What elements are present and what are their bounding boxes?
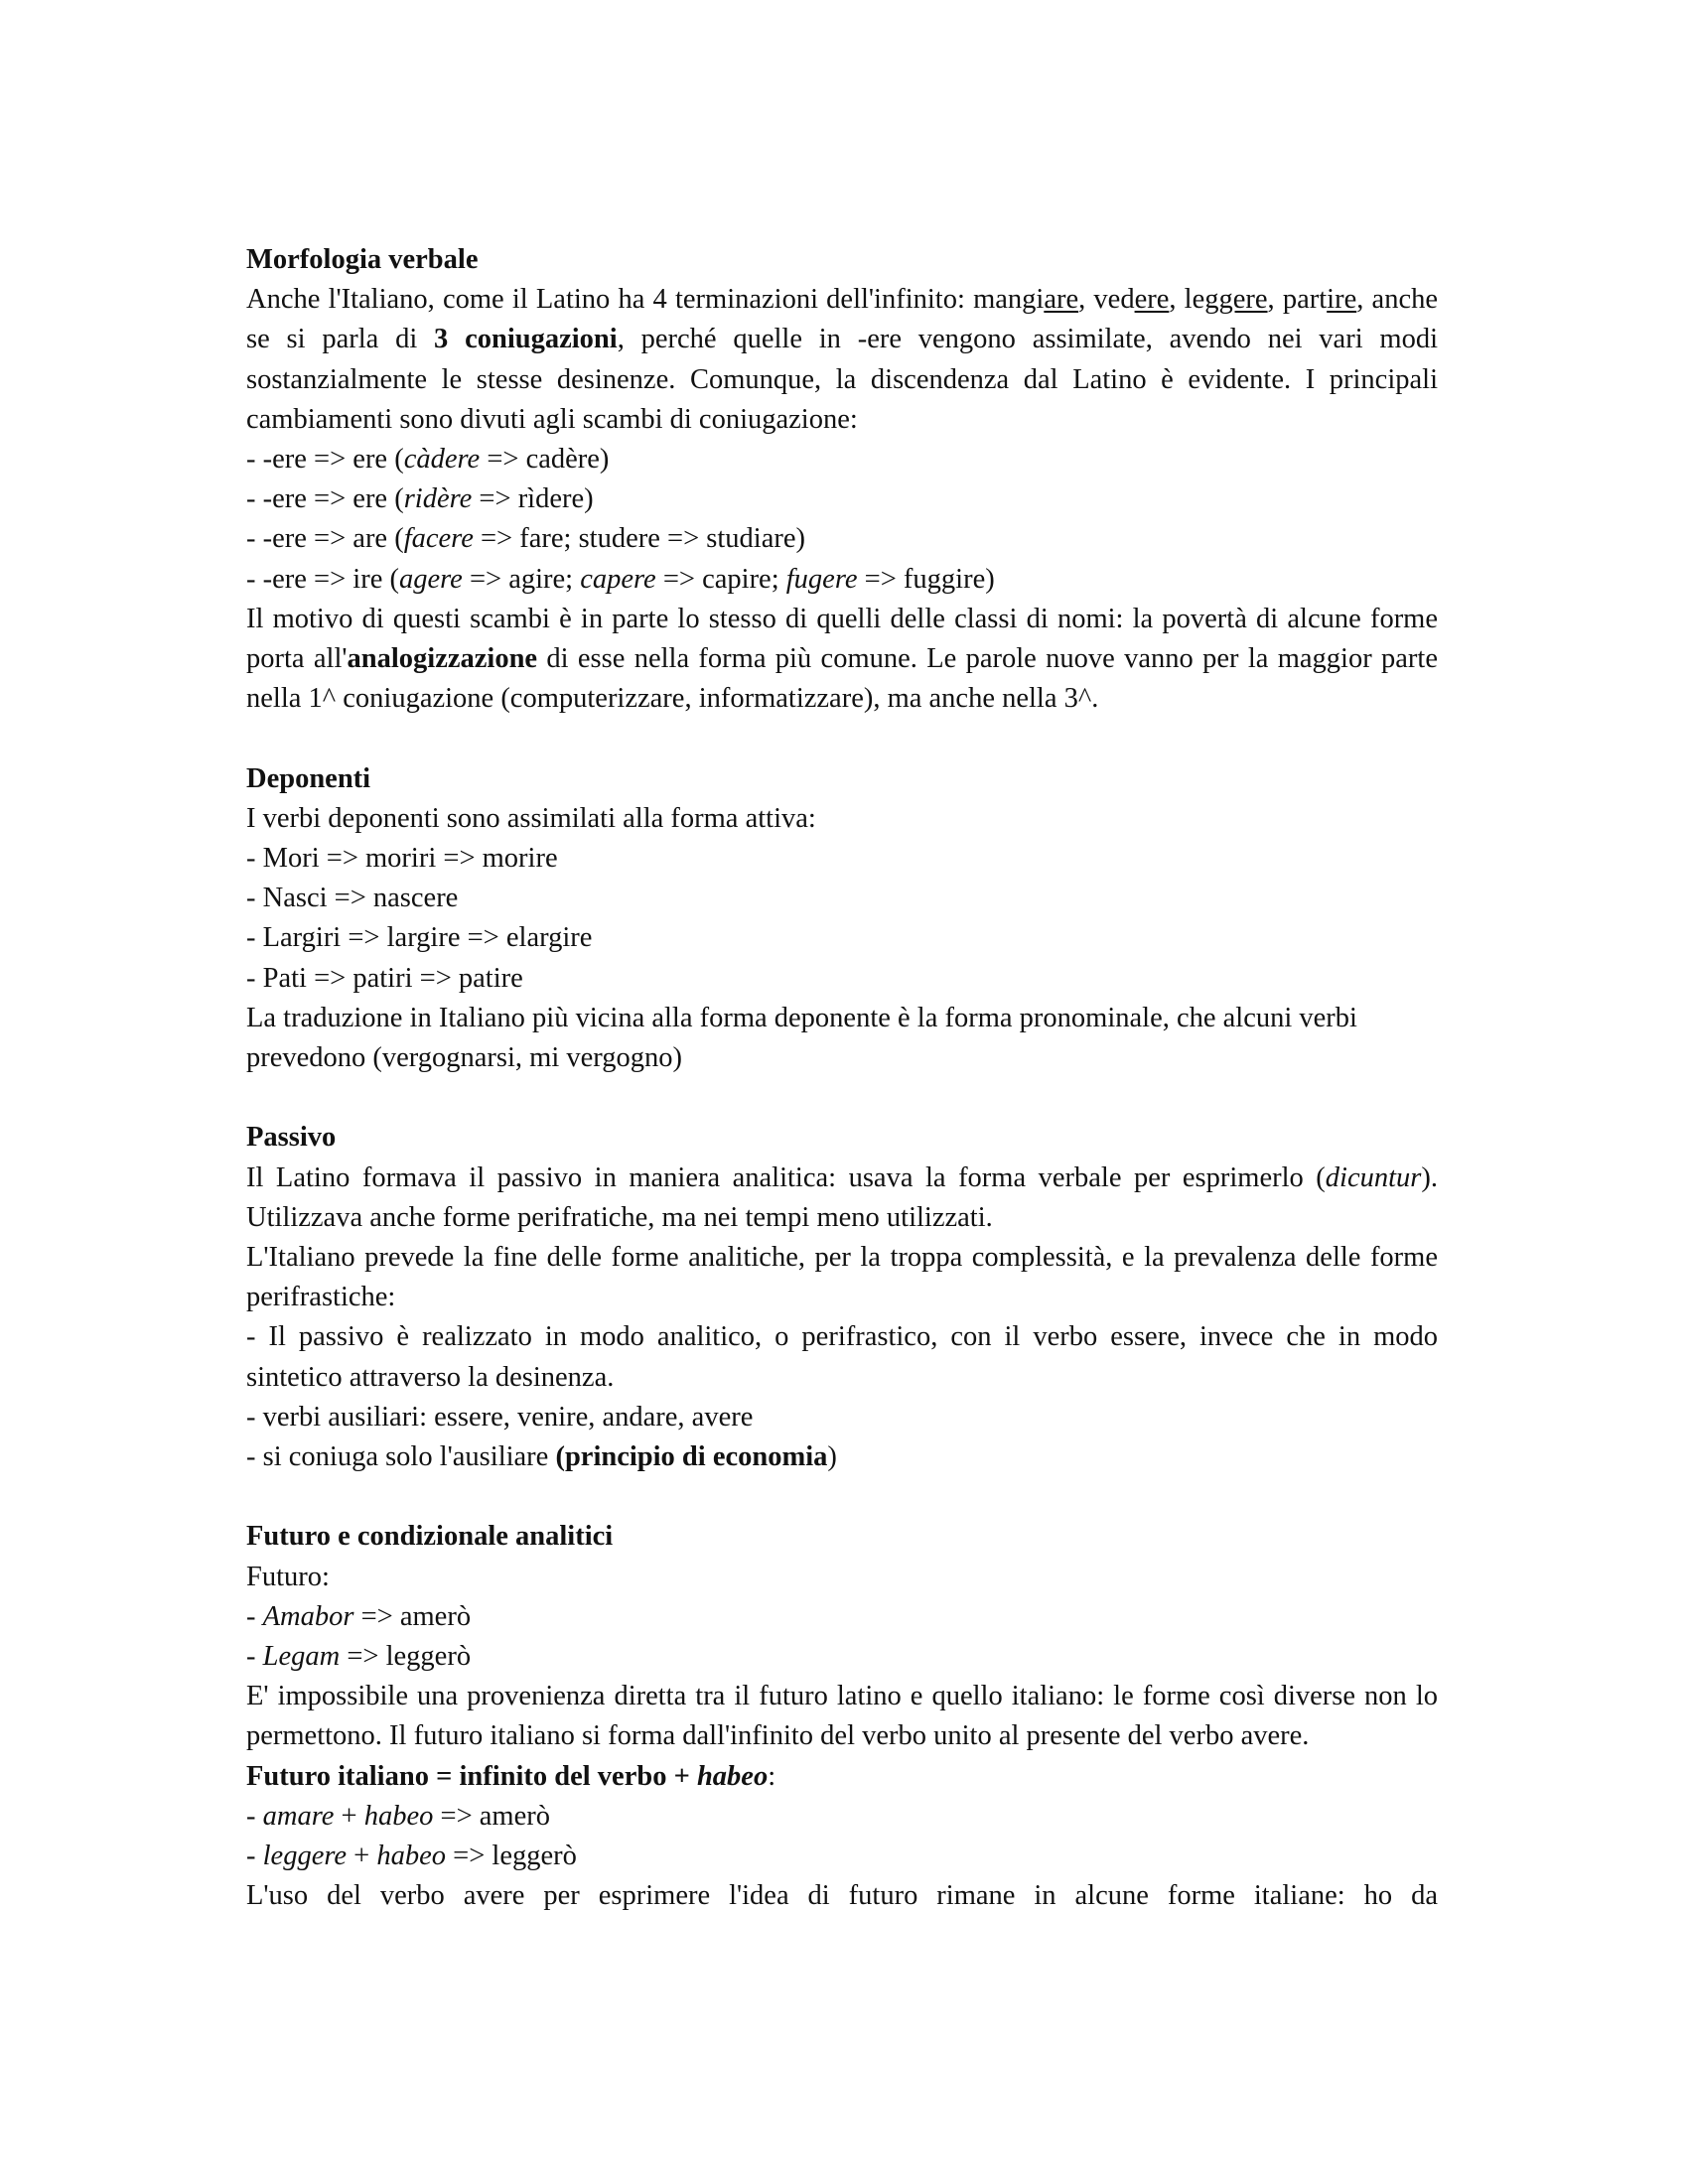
list-item: - Il passivo è realizzato in modo analitico, o perifrastico, con il verbo essere, invece che in modo sintetico attraverso la desinenza.: [246, 1321, 1438, 1393]
section-title: Passivo: [246, 1122, 337, 1154]
list-item: - Mori => moriri => morire: [246, 843, 558, 875]
paragraph-latino: Il Latino formava il passivo in maniera analitica: usava la forma verbale per esprimerlo (dicuntur). Utilizzava anche forme perifratiche, ma nei tempi meno utilizzati.: [246, 1161, 1438, 1233]
list-item: - Largiri => largire => elargire: [246, 922, 593, 954]
list-item: - amare + habeo => amerò: [246, 1800, 550, 1832]
paragraph-avere: L'uso del verbo avere per esprimere l'idea di futuro rimane in alcune forme italiane: ho da: [246, 1880, 1438, 1912]
list-item: - Pati => patiri => patire: [246, 962, 523, 994]
document-page: [246, 240, 1438, 1916]
list-item: - Legam => leggerò: [246, 1641, 472, 1673]
list-item: - -ere => ere (càdere => cadère): [246, 444, 610, 476]
section-title: Futuro e condizionale analitici: [246, 1521, 614, 1553]
paragraph-intro: Anche l'Italiano, come il Latino ha 4 terminazioni dell'infinito: mangiare, vedere, leggere, partire, anche se si parla di 3 coniugazioni, perché quelle in -ere vengono assimilate, avendo nei vari modi sostanzialmente le stesse desinenze. Comunque, la discendenza dal Latino è evidente. I principali cambiamenti sono divuti agli scambi di coniugazione:: [246, 284, 1438, 435]
paragraph-line: I verbi deponenti sono assimilati alla forma attiva:: [246, 802, 816, 834]
section-title: Deponenti: [246, 762, 371, 794]
list-item: - Nasci => nascere: [246, 883, 459, 914]
formula-line: Futuro italiano = infinito del verbo + habeo:: [246, 1760, 776, 1792]
paragraph-line: Futuro:: [246, 1561, 330, 1592]
paragraph-italiano: L'Italiano prevede la fine delle forme analitiche, per la troppa complessità, e la prevalenza delle forme perifrastiche:: [246, 1242, 1438, 1313]
paragraph-provenienza: E' impossibile una provenienza diretta tra il futuro latino e quello italiano: le forme così diverse non lo permettono. Il futuro italiano si forma dall'infinito del verbo unito al presente del verbo avere.: [246, 1681, 1438, 1752]
list-item: - leggere + habeo => leggerò: [246, 1841, 577, 1872]
list-item: - -ere => ire (agere => agire; capere => capire; fugere => fuggire): [246, 563, 995, 595]
section-futuro: [246, 1517, 1438, 1916]
section-deponenti: [246, 759, 1438, 1079]
list-item: - Amabor => amerò: [246, 1600, 472, 1632]
paragraph-traduzione: La traduzione in Italiano più vicina alla forma deponente è la forma pronominale, che alcuni verbi prevedono (vergognarsi, mi vergogno): [246, 1002, 1357, 1074]
section-morfologia-verbale: [246, 240, 1438, 719]
list-item: - si coniuga solo l'ausiliare (principio di economia): [246, 1441, 837, 1473]
list-item: - -ere => ere (ridère => rìdere): [246, 483, 594, 515]
list-item: - verbi ausiliari: essere, venire, andare, avere: [246, 1401, 754, 1433]
paragraph-analogizzazione: Il motivo di questi scambi è in parte lo stesso di quelli delle classi di nomi: la povertà di alcune forme porta all'analogizzazione di esse nella forma più comune. Le parole nuove vanno per la maggior parte nella 1^ coniugazione (computerizzare, informatizzare), ma anche nella 3^.: [246, 603, 1438, 715]
list-item: - -ere => are (facere => fare; studere => studiare): [246, 523, 805, 555]
section-passivo: [246, 1118, 1438, 1477]
section-title: Morfologia verbale: [246, 244, 479, 275]
